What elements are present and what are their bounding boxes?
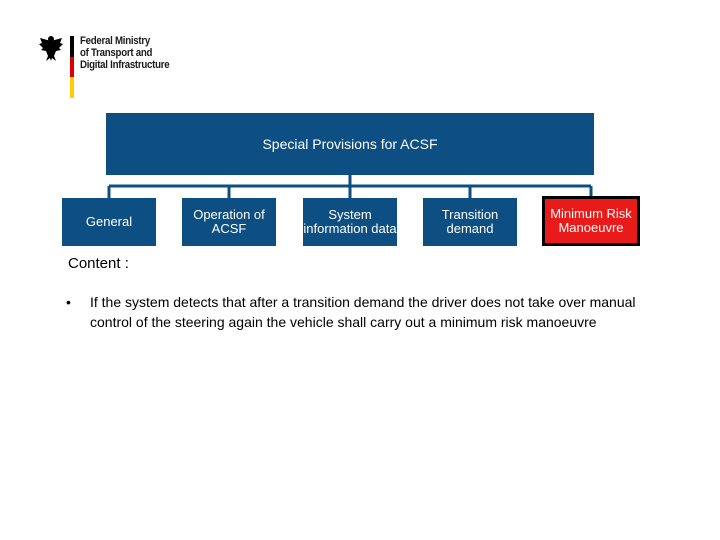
flag-stripe-red bbox=[70, 57, 74, 78]
content-label: Content : bbox=[68, 255, 129, 272]
node-operation-of-acsf: Operation of ACSF bbox=[182, 198, 276, 246]
node-system-information-data: System information data bbox=[303, 198, 397, 246]
flag-stripe-gold bbox=[70, 77, 74, 98]
ministry-logo bbox=[38, 32, 188, 102]
node-general: General bbox=[62, 198, 156, 246]
root-node: Special Provisions for ACSF bbox=[106, 113, 594, 175]
node-minimum-risk-manoeuvre: Minimum Risk Manoeuvre bbox=[542, 196, 640, 246]
node-transition-demand: Transition demand bbox=[423, 198, 517, 246]
list-item bbox=[66, 292, 676, 332]
bullet-text: If the system detects that after a transition demand the driver does not take over manual control of the steering again the vehicle shall carry out a minimum risk manoeuvre bbox=[90, 294, 636, 330]
bullet-icon: • bbox=[66, 294, 71, 310]
federal-eagle-icon bbox=[38, 34, 64, 62]
ministry-name-line: Federal Ministry bbox=[80, 35, 151, 47]
german-flag-bar bbox=[70, 36, 74, 98]
ministry-name bbox=[80, 35, 169, 71]
ministry-name-line: of Transport and bbox=[80, 47, 153, 59]
flag-stripe-black bbox=[70, 36, 74, 57]
content-bullets bbox=[66, 292, 676, 332]
ministry-name-line: Digital Infrastructure bbox=[80, 59, 170, 71]
